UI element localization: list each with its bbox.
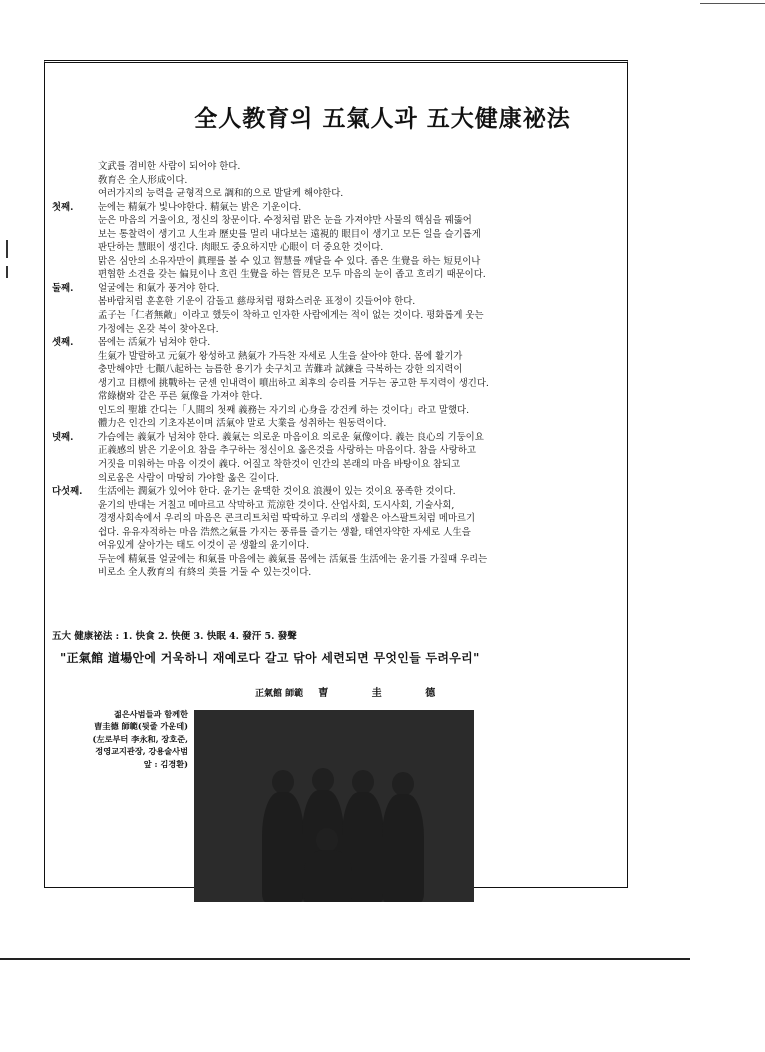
scan-mark bbox=[6, 266, 8, 278]
text-line bbox=[52, 309, 626, 323]
motto: "正氣館 道場안에 거욱하니 재예로다 갈고 닦아 세련되면 무엇인들 두려우리" bbox=[60, 651, 480, 665]
text-line bbox=[52, 295, 626, 309]
text-line bbox=[52, 526, 626, 540]
section-label bbox=[52, 309, 98, 323]
section-label bbox=[52, 228, 98, 242]
section-label bbox=[52, 417, 98, 431]
section-label bbox=[52, 377, 98, 391]
signature-org: 正氣館 師範 bbox=[255, 689, 304, 699]
line-text: 가슴에는 義氣가 넘쳐야 한다. 義氣는 의로운 마음이요 의로운 氣像이다. 義는 良心의 기둥이요 bbox=[98, 431, 484, 443]
line-text: 봄바람처럼 훈훈한 기운이 감돌고 慈母처럼 평화스러운 표정이 깃들어야 한다. bbox=[98, 296, 416, 308]
person-silhouette bbox=[272, 770, 294, 794]
line-text: 충만해야만 七顚八起하는 늠름한 용기가 솟구치고 苦難과 試鍊을 극복하는 강한 의지력이 bbox=[98, 364, 463, 376]
section-label bbox=[52, 499, 98, 513]
line-text: 눈은 마음의 거울이요, 정신의 창문이다. 수정처럼 맑은 눈을 가져야만 사물의 핵심을 꿰뚫어 bbox=[98, 215, 472, 227]
caption-line: 앞 : 김경환) bbox=[143, 758, 188, 769]
line-text: 正義感의 밝은 기운이요 참을 추구하는 정신이요 옳은것을 사랑하는 마음이다. 참을 사랑하고 bbox=[98, 445, 476, 457]
caption-line: 曺圭德 師範(뒷줄 가운데) bbox=[94, 721, 188, 732]
text-line bbox=[52, 553, 626, 567]
text-line bbox=[52, 404, 626, 418]
health-methods: 五大 健康祕法 : 1. 快食 2. 快便 3. 快眠 4. 發汗 5. 發聲 bbox=[52, 631, 297, 642]
line-text: 판단하는 慧眼이 생긴다. 肉眼도 중요하지만 心眼이 더 중요한 것이다. bbox=[98, 242, 384, 254]
text-line bbox=[52, 566, 626, 580]
text-line bbox=[52, 417, 626, 431]
text-line bbox=[52, 390, 626, 404]
group-photo bbox=[194, 710, 474, 902]
person-silhouette bbox=[316, 828, 338, 852]
text-line bbox=[52, 458, 626, 472]
section-label bbox=[52, 553, 98, 567]
section-label: 셋째. bbox=[52, 337, 74, 349]
line-text: 인도의 聖雄 간디는「人間의 첫째 義務는 자기의 心身을 강건케 하는 것이다」라고 말했다. bbox=[98, 404, 470, 416]
person-silhouette bbox=[262, 792, 304, 902]
line-text: 敎育은 全人形成이다. bbox=[98, 174, 188, 186]
line-text: 여러가지의 능력을 균형적으로 調和的으로 발달케 해야한다. bbox=[98, 188, 344, 200]
line-text: 가정에는 온갖 복이 찾아온다. bbox=[98, 323, 219, 335]
text-line bbox=[52, 228, 626, 242]
line-text: 生氣가 발랄하고 元氣가 왕성하고 熱氣가 가득찬 자세로 人生을 살아야 한다. 몸에 활기가 bbox=[98, 350, 463, 362]
section-label bbox=[52, 160, 98, 174]
text-line bbox=[52, 499, 626, 513]
section-label bbox=[52, 539, 98, 553]
text-line bbox=[52, 350, 626, 364]
signature-name: 曺 圭 德 bbox=[318, 688, 456, 699]
line-text: 얼굴에는 和氣가 풍겨야 한다. bbox=[98, 282, 220, 294]
text-line bbox=[52, 201, 626, 215]
section-label bbox=[52, 295, 98, 309]
section-label bbox=[52, 323, 98, 337]
person-silhouette bbox=[382, 794, 424, 902]
scan-mark bbox=[6, 240, 8, 258]
section-label bbox=[52, 526, 98, 540]
text-line bbox=[52, 472, 626, 486]
text-line bbox=[52, 214, 626, 228]
section-label bbox=[52, 404, 98, 418]
section-label bbox=[52, 174, 98, 188]
caption-line: 정영교지관장, 강용술사범 bbox=[95, 746, 188, 757]
line-text: 文武를 겸비한 사람이 되어야 한다. bbox=[98, 161, 241, 172]
section-label bbox=[52, 241, 98, 255]
line-text: 生活에는 潤氣가 있어야 한다. 윤기는 윤택한 것이요 浪漫이 있는 것이요 풍족한 것이다. bbox=[98, 486, 456, 498]
text-line bbox=[52, 444, 626, 458]
section-label bbox=[52, 268, 98, 282]
line-text: 常綠樹와 같은 푸른 氣像을 가져야 한다. bbox=[98, 391, 263, 403]
section-label bbox=[52, 458, 98, 472]
text-line bbox=[52, 336, 626, 350]
person-silhouette bbox=[304, 850, 352, 902]
line-text: 두눈에 精氣를 얼굴에는 和氣를 마음에는 義氣를 몸에는 活氣를 生活에는 윤기를 가질때 우리는 bbox=[98, 553, 488, 565]
text-line bbox=[52, 539, 626, 553]
line-text: 거짓을 미워하는 마음 이것이 義다. 어질고 착한것이 인간의 본래의 마음 바탕이요 참되고 bbox=[98, 459, 461, 471]
person-silhouette bbox=[312, 768, 334, 792]
line-text: 의로움은 사람이 마땅히 가야할 옳은 길이다. bbox=[98, 472, 279, 484]
text-line bbox=[52, 174, 626, 188]
line-text: 윤기의 반대는 거칠고 메마르고 삭막하고 荒涼한 것이다. 산업사회, 도시사회, 기술사회, bbox=[98, 499, 455, 511]
top-edge-rule bbox=[700, 3, 765, 4]
text-line bbox=[52, 160, 626, 174]
section-label bbox=[52, 512, 98, 526]
section-label bbox=[52, 390, 98, 404]
line-text: 편협한 소견을 갖는 偏見이나 흐린 生覺을 하는 管見은 모두 마음의 눈이 좁고 흐리기 때문이다. bbox=[98, 269, 486, 281]
article-title: 全人教育의 五氣人과 五大健康祕法 bbox=[194, 105, 571, 132]
text-line bbox=[52, 323, 626, 337]
section-label: 넷째. bbox=[52, 431, 74, 443]
text-line bbox=[52, 187, 626, 201]
section-label: 둘째. bbox=[52, 282, 74, 294]
line-text: 여유있게 살아가는 태도 이것이 곧 생활의 윤기이다. bbox=[98, 540, 310, 552]
line-text: 비로소 全人敎育의 有終의 美를 거둘 수 있는것이다. bbox=[98, 567, 312, 579]
text-line bbox=[52, 512, 626, 526]
line-text: 體力은 인간의 기초자본이며 活氣야 말로 大業을 성취하는 원동력이다. bbox=[98, 418, 387, 430]
section-label bbox=[52, 363, 98, 377]
text-line bbox=[52, 255, 626, 269]
bottom-edge-rule bbox=[0, 958, 690, 960]
text-line bbox=[52, 431, 626, 445]
section-label bbox=[52, 255, 98, 269]
text-line bbox=[52, 363, 626, 377]
text-line bbox=[52, 377, 626, 391]
signature bbox=[255, 684, 455, 699]
line-text: 보는 통찰력이 생기고 人生과 歷史를 멀리 내다보는 遠視的 眼目이 생기고 모든 일을 슬기롭게 bbox=[98, 228, 481, 240]
text-line bbox=[52, 241, 626, 255]
section-label bbox=[52, 350, 98, 364]
line-text: 생기고 目標에 挑戰하는 굳센 인내력이 噴出하고 최후의 승리를 거두는 공고한 투지력이 생긴다. bbox=[98, 377, 489, 389]
line-text: 몸에는 活氣가 넘쳐야 한다. bbox=[98, 337, 211, 349]
photo-caption bbox=[52, 708, 188, 770]
section-label: 첫째. bbox=[52, 201, 74, 213]
text-line bbox=[52, 485, 626, 499]
person-silhouette bbox=[352, 770, 374, 794]
article-body bbox=[52, 160, 626, 580]
section-label bbox=[52, 444, 98, 458]
section-label bbox=[52, 472, 98, 486]
section-label bbox=[52, 187, 98, 201]
section-label bbox=[52, 566, 98, 580]
section-label: 다섯째. bbox=[52, 486, 83, 498]
person-silhouette bbox=[392, 772, 414, 796]
line-text: 孟子는「仁者無敵」이라고 했듯이 착하고 인자한 사람에게는 적이 없는 것이다. 평화롭게 웃는 bbox=[98, 310, 484, 322]
line-text: 눈에는 精氣가 빛나야한다. 精氣는 밝은 기운이다. bbox=[98, 201, 302, 213]
text-line bbox=[52, 268, 626, 282]
line-text: 쉽다. 유유자적하는 마음 浩然之氣를 가지는 풍류를 즐기는 생활, 태연자약한 자세로 人生을 bbox=[98, 526, 471, 538]
text-line bbox=[52, 282, 626, 296]
line-text: 경쟁사회속에서 우리의 마음은 콘크리트처럼 딱딱하고 우리의 생활은 아스팔트처럼 메마르기 bbox=[98, 513, 476, 525]
line-text: 맑은 심안의 소유자만이 眞理를 볼 수 있고 智慧를 깨달을 수 있다. 좁은 生覺을 하는 短見이나 bbox=[98, 255, 481, 267]
caption-line: (左로부터 李永和, 장호준, bbox=[92, 733, 188, 744]
caption-line: 젊은사범들과 함께한 bbox=[113, 709, 188, 719]
section-label bbox=[52, 214, 98, 228]
